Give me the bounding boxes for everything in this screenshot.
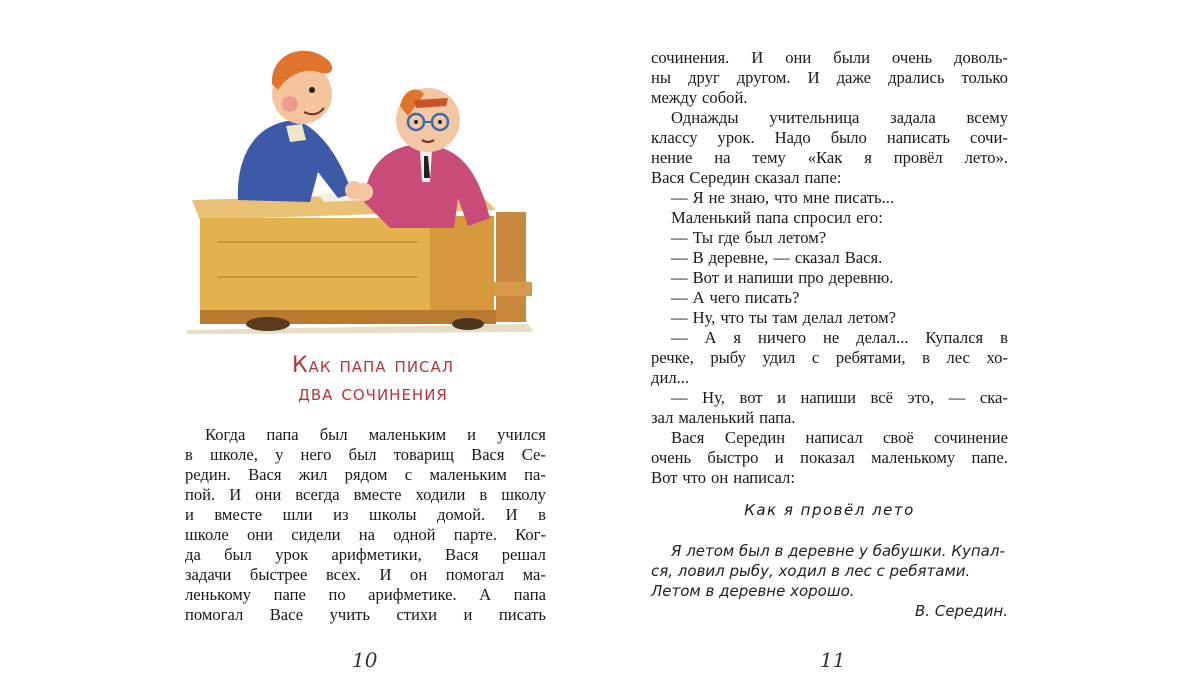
- text-line: дил...: [651, 368, 690, 387]
- text-line: Вася Середин сказал папе:: [651, 168, 842, 187]
- text-line: нение на тему «Как я провёл лето».: [651, 148, 1008, 167]
- page-number-left: 10: [352, 648, 378, 672]
- chapter-title-line-1: Как папа писал: [291, 353, 455, 378]
- text-line: ленькому папе по арифметике. А папа: [185, 585, 546, 604]
- essay-signature: В. Середин.: [915, 602, 1008, 620]
- page-number-right: 11: [820, 648, 846, 672]
- text-line: Маленький папа спросил его:: [671, 208, 883, 227]
- chapter-title: [186, 352, 560, 408]
- essay-line: Я летом был в деревне у бабушки. Купал-: [671, 542, 1005, 560]
- text-line: — В деревне, — сказал Вася.: [671, 248, 883, 267]
- essay-title: Как я провёл лето: [744, 501, 915, 519]
- text-line: и вместе шли из школы домой. И в: [185, 505, 546, 524]
- essay-line: ся, ловил рыбу, ходил в лес с ребятами.: [651, 562, 971, 580]
- essay-line: Летом в деревне хорошо.: [651, 582, 855, 600]
- text-line: зал маленький папа.: [651, 408, 796, 427]
- text-line: помогал Васе учить стихи и писать: [185, 605, 546, 624]
- text-line: пой. И они всегда вместе ходили в школу: [185, 485, 546, 504]
- text-line: редин. Вася жил рядом с маленьким па-: [185, 465, 546, 484]
- text-line: Однажды учительница задала всему: [671, 108, 1008, 127]
- text-line: задачи быстрее всех. И он помогал ма-: [185, 565, 546, 584]
- text-line: Когда папа был маленьким и учился: [205, 425, 546, 444]
- text-line: между собой.: [651, 88, 748, 107]
- text-line: классу урок. Надо было написать сочи-: [651, 128, 1008, 147]
- text-line: речке, рыбу удил с ребятами, в лес хо-: [651, 348, 1008, 367]
- text-line: Вася Середин написал своё сочинение: [671, 428, 1008, 447]
- text-line: Вот что он написал:: [651, 468, 795, 487]
- text-line: школе они сидели на одной парте. Ког-: [185, 525, 546, 544]
- text-line: ны друг другом. И даже дрались только: [651, 68, 1008, 87]
- text-line: очень быстро и показал маленькому папе.: [651, 448, 1008, 467]
- chapter-title-line-2: два сочинения: [298, 381, 448, 406]
- text-line: в школе, у него был товарищ Вася Се-: [185, 445, 546, 464]
- text-line: — А я ничего не делал... Купался в: [671, 328, 1008, 347]
- text-line: — А чего писать?: [671, 288, 800, 307]
- text-line: да был урок арифметики, Вася решал: [185, 545, 546, 564]
- text-line: — Ну, вот и напиши всё это, — ска-: [671, 388, 1008, 407]
- illustration-boys-handshake: [178, 32, 540, 337]
- text-line: — Вот и напиши про деревню.: [671, 268, 894, 287]
- text-line: — Ну, что ты там делал летом?: [671, 308, 897, 327]
- text-line: сочинения. И они были очень доволь-: [651, 48, 1008, 67]
- text-line: — Ты где был летом?: [671, 228, 827, 247]
- text-line: — Я не знаю, что мне писать...: [671, 188, 895, 207]
